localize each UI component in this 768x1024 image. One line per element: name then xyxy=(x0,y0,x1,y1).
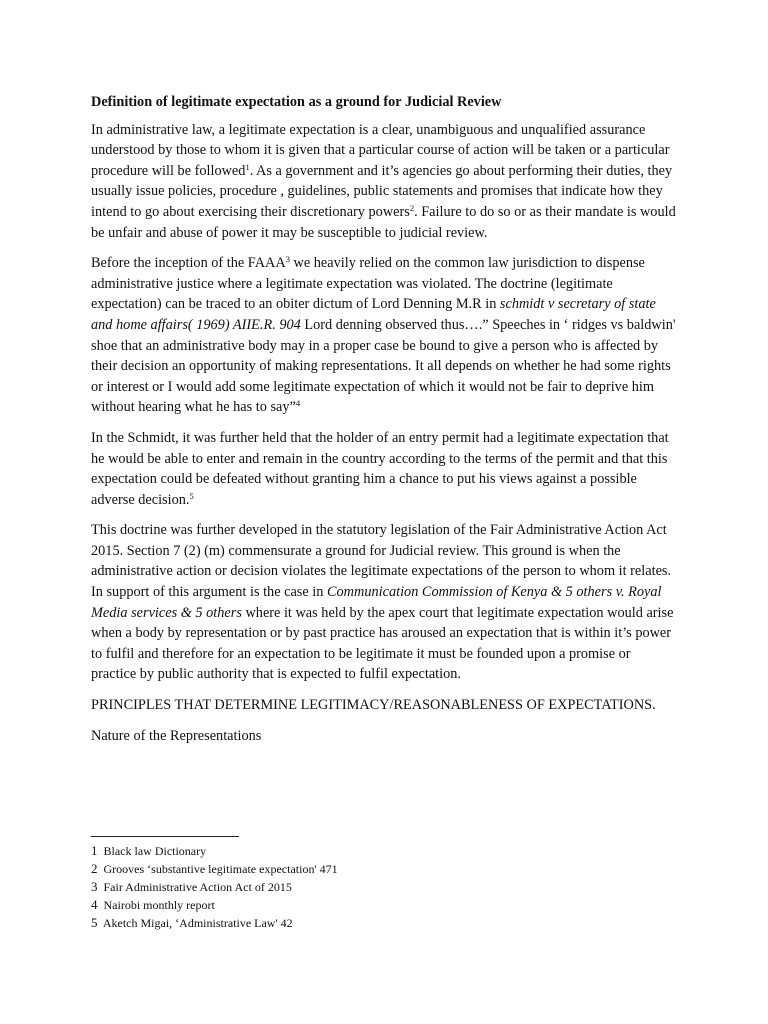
subheading: Nature of the Representations xyxy=(91,727,262,744)
footnote-number: 4 xyxy=(91,897,98,912)
paragraph-schmidt: In the Schmidt, it was further held that the holder of an entry permit had a legitimate expectation that he would be able to enter and remain in the country according to the terms of the permit and that this expectation could be defeated without granting him a chance to put his views against a possible adverse decision.$^5$ xyxy=(91,429,669,508)
footnote-separator xyxy=(91,836,239,837)
case-citation-cck: Communication Commission of Kenya & 5 others v. Royal Media services & 5 others xyxy=(91,584,662,621)
footnote-number: 2 xyxy=(91,861,98,876)
footnote-text: Aketch Migai, ‘Administrative Law' 42 xyxy=(102,916,293,930)
footnote-number: 1 xyxy=(91,843,98,858)
footnote-number: 3 xyxy=(91,879,98,894)
section-heading: Definition of legitimate expectation as a ground for Judicial Review xyxy=(91,94,502,110)
footnote-text: Grooves ‘substantive legitimate expectation' 471 xyxy=(103,862,338,876)
footnotes xyxy=(91,842,591,932)
paragraph-history: Before the inception of the FAAA$^3$ we heavily relied on the common law jurisdiction to dispense administrative justice where a legitimate expectation was violated. The doctrine (legitimate expectation) can be traced to an obiter dictum of Lord Denning M.R in schmidt v secretary of state and home affairs( 1969) AIIE.R. 904 Lord denning observed thus….” Speeches in ‘ ridges vs baldwin' shoe that an administrative body may in a proper case be bound to give a person who is affected by their decision an opportunity of making representations. It all depends on whether he had some rights or interest or I would add some legitimate expectation of which it would not be fair to deprive him without hearing what he has to say”$^4$ xyxy=(91,254,676,416)
footnote-text: Fair Administrative Action Act of 2015 xyxy=(103,880,292,894)
footnote-number: 5 xyxy=(91,915,98,930)
footnote-item xyxy=(91,878,591,896)
footnote-text: Black law Dictionary xyxy=(103,844,207,858)
case-citation-schmidt: schmidt v secretary of state and home affairs( 1969) AIIE.R. 904 xyxy=(91,296,656,333)
footnote-ref-4: 4 xyxy=(295,398,301,409)
footnote-item xyxy=(91,896,591,914)
footnote-item xyxy=(91,914,591,932)
footnote-ref-3: 3 xyxy=(285,254,290,265)
footnote-item xyxy=(91,842,591,860)
footnote-ref-1: 1 xyxy=(245,161,250,172)
footnote-text: Nairobi monthly report xyxy=(103,898,215,912)
footnote-item xyxy=(91,860,591,878)
principles-heading: PRINCIPLES THAT DETERMINE LEGITIMACY/REASONABLENESS OF EXPECTATIONS. xyxy=(91,697,656,714)
footnote-ref-5: 5 xyxy=(189,490,194,501)
paragraph-statute: This doctrine was further developed in the statutory legislation of the Fair Administrative Action Act 2015. Section 7 (2) (m) commensurate a ground for Judicial review. This ground is when the administrative action or decision violates the legitimate expectations of the person to whom it relates. In support of this argument is the case in Communication Commission of Kenya & 5 others v. Royal Media services & 5 others where it was held by the apex court that legitimate expectation would arise when a body by representation or by past practice has aroused an expectation that is within it’s power to fulfil and therefore for an expectation to be legitimate it must be founded upon a promise or practice by public authority that is expected to fulfil expectation. xyxy=(91,522,674,683)
paragraph-definition: In administrative law, a legitimate expectation is a clear, unambiguous and unqualified assurance understood by those to whom it is given that a particular course of action will be taken or a particular procedure will be followed$^1$. As a government and it’s agencies go about performing their duties, they usually issue policies, procedure , guidelines, public statements and promises that indicate how they intend to go about exercising their discretionary powers$^2$. Failure to do so or as their mandate is would be unfair and abuse of power it may be susceptible to judicial review. xyxy=(91,121,676,241)
footnote-ref-2: 2 xyxy=(409,202,415,213)
document-body xyxy=(91,92,679,746)
